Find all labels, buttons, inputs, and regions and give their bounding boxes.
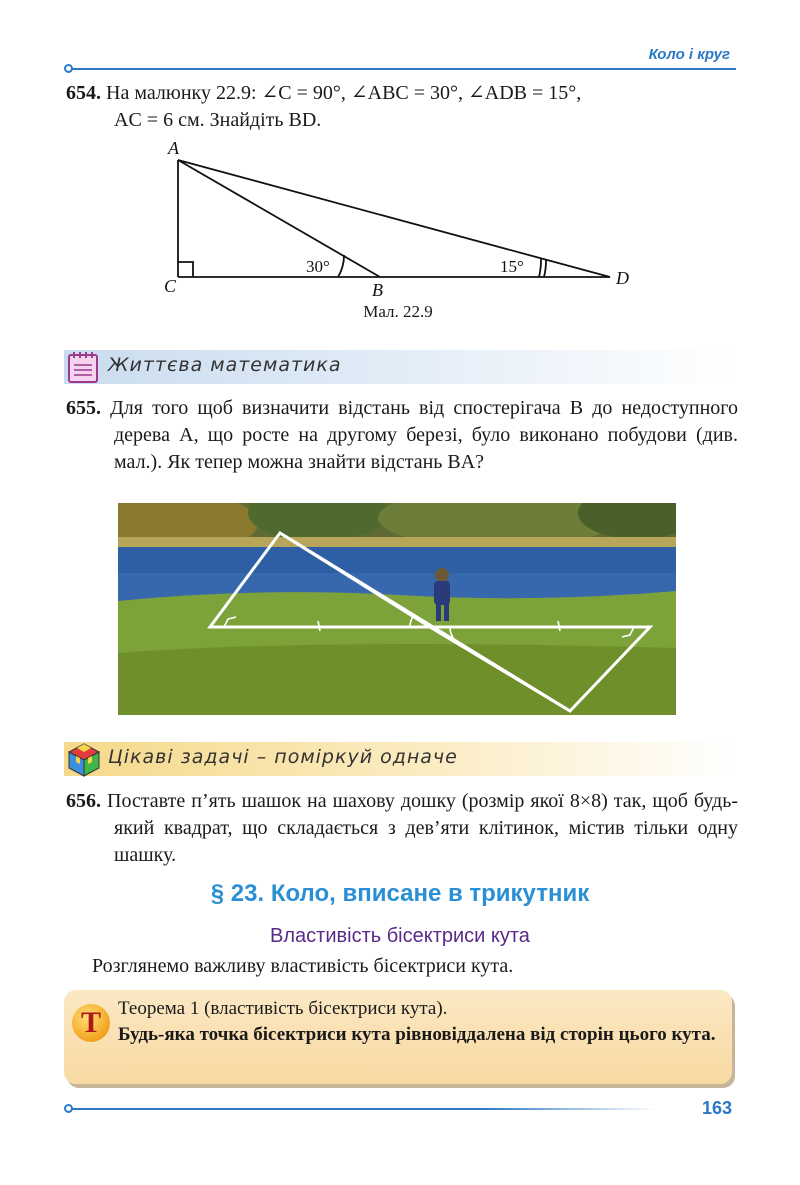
photo-scene <box>118 503 676 715</box>
theorem-heading: Теорема 1 (властивість бісектриси кута). <box>118 998 448 1019</box>
problem-654-text <box>66 80 738 134</box>
problem-654-line2: AC = 6 см. Знайдіть BD. <box>114 109 322 131</box>
cube-icon <box>66 742 102 778</box>
problem-654-line1: На малюнку 22.9: ∠C = 90°, ∠ABC = 30°, ∠ADB = 15°, <box>106 82 582 104</box>
footer-rule <box>72 1108 656 1110</box>
child-body <box>434 581 450 605</box>
section-title: § 23. Коло, вписане в трикутник <box>210 880 590 907</box>
page-number: 163 <box>701 1098 732 1118</box>
angle-arc-b <box>338 255 344 277</box>
problem-655-number: 655. <box>66 397 101 419</box>
problem-656 <box>66 788 738 869</box>
theorem-statement: Будь-яка точка бісектриси кута рівновіддалена від сторін цього кута. <box>118 1024 716 1045</box>
label-d: D <box>616 268 629 288</box>
angle-arc-d-2 <box>539 259 541 277</box>
problem-656-text: Поставте п’ять шашок на шахову дошку (розмір якої 8×8) так, щоб будь-який квадрат, що складається з дев’яти клітинок, містив тільки одну шашку. <box>107 790 739 866</box>
landscape-photo <box>118 503 676 715</box>
theorem-icon: Т <box>72 1004 110 1042</box>
banner-life-math-label: Життєва математика <box>108 354 342 376</box>
problem-655-text: Для того щоб визначити відстань від спостерігача B до недоступного дерева A, що росте на другому березі, було виконано побудови (див. мал.). Як тепер можна знайти відстань BA? <box>110 397 739 473</box>
label-a: A <box>168 138 179 158</box>
section-intro: Розглянемо важливу властивість бісектриси кута. <box>92 955 514 977</box>
segment-ab <box>178 160 380 277</box>
label-c: C <box>164 276 177 296</box>
banner-puzzles <box>64 742 736 776</box>
problem-655-body <box>66 395 738 476</box>
figure-22-9 <box>160 134 640 304</box>
right-angle-mark <box>178 262 193 277</box>
angle-arc-d-1 <box>544 260 546 277</box>
problem-656-body <box>66 788 738 869</box>
banner-puzzles-label: Цікаві задачі – поміркуй одначе <box>108 746 458 768</box>
theorem-text <box>118 996 718 1048</box>
child-head <box>435 568 449 582</box>
header-rule <box>72 68 736 70</box>
banner-life-math <box>64 350 736 384</box>
angle-label-15: 15° <box>500 257 524 276</box>
problem-654-number: 654. <box>66 82 101 104</box>
running-title: Коло і круг <box>648 46 730 63</box>
problem-655 <box>66 395 738 476</box>
problem-656-number: 656. <box>66 790 101 812</box>
side-ad <box>178 160 610 277</box>
angle-label-30: 30° <box>306 257 330 276</box>
figure-caption: Мал. 22.9 <box>363 302 433 321</box>
section-subtitle: Властивість бісектриси кута <box>270 925 530 947</box>
problem-654 <box>66 80 738 134</box>
theorem-box <box>64 990 732 1084</box>
notebook-icon <box>66 350 100 384</box>
label-b: B <box>372 280 383 300</box>
